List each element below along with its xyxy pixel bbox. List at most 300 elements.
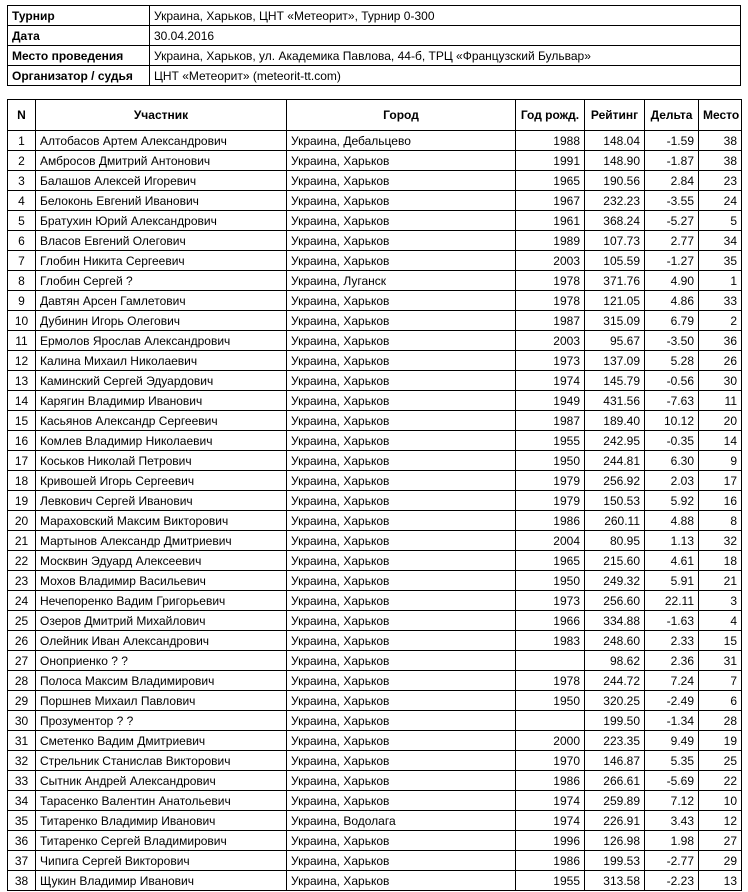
cell-participant: Коськов Николай Петрович [36,451,287,471]
cell-participant: Мартынов Александр Дмитриевич [36,531,287,551]
cell-place: 8 [699,511,742,531]
cell-place: 35 [699,251,742,271]
cell-place: 15 [699,631,742,651]
table-row [8,131,742,151]
cell-participant: Поршнев Михаил Павлович [36,691,287,711]
info-row [8,6,741,26]
table-row [8,451,742,471]
cell-place: 7 [699,671,742,691]
cell-rating: 80.95 [585,531,645,551]
cell-rating: 145.79 [585,371,645,391]
cell-participant: Мохов Владимир Васильевич [36,571,287,591]
cell-city: Украина, Харьков [287,291,516,311]
cell-city: Украина, Харьков [287,231,516,251]
header-place: Место [699,100,742,131]
cell-number: 29 [8,691,36,711]
table-row [8,611,742,631]
table-row [8,691,742,711]
cell-delta: -3.50 [645,331,699,351]
cell-delta: -2.49 [645,691,699,711]
cell-rating: 95.67 [585,331,645,351]
cell-birth-year: 1978 [516,671,585,691]
table-row [8,511,742,531]
table-row [8,291,742,311]
cell-delta: -1.34 [645,711,699,731]
cell-number: 6 [8,231,36,251]
table-row [8,651,742,671]
cell-delta: -1.63 [645,611,699,631]
cell-city: Украина, Водолага [287,811,516,831]
cell-number: 7 [8,251,36,271]
cell-participant: Стрельник Станислав Викторович [36,751,287,771]
cell-rating: 107.73 [585,231,645,251]
cell-participant: Прозументор ? ? [36,711,287,731]
cell-place: 21 [699,571,742,591]
cell-birth-year: 2000 [516,731,585,751]
cell-place: 2 [699,311,742,331]
cell-number: 38 [8,871,36,891]
cell-city: Украина, Харьков [287,671,516,691]
cell-number: 35 [8,811,36,831]
cell-number: 18 [8,471,36,491]
cell-rating: 334.88 [585,611,645,631]
cell-delta: -5.69 [645,771,699,791]
header-rating: Рейтинг [585,100,645,131]
cell-number: 21 [8,531,36,551]
table-row [8,371,742,391]
cell-rating: 248.60 [585,631,645,651]
table-row [8,191,742,211]
cell-city: Украина, Харьков [287,251,516,271]
cell-birth-year: 1949 [516,391,585,411]
cell-delta: 6.79 [645,311,699,331]
cell-rating: 98.62 [585,651,645,671]
cell-birth-year: 2003 [516,331,585,351]
cell-city: Украина, Харьков [287,151,516,171]
cell-number: 37 [8,851,36,871]
cell-number: 24 [8,591,36,611]
cell-birth-year: 1986 [516,851,585,871]
info-label: Организатор / судья [8,66,150,86]
cell-rating: 232.23 [585,191,645,211]
cell-birth-year: 1950 [516,451,585,471]
cell-place: 17 [699,471,742,491]
cell-place: 18 [699,551,742,571]
cell-birth-year: 1988 [516,131,585,151]
cell-city: Украина, Харьков [287,451,516,471]
cell-place: 9 [699,451,742,471]
info-value: ЦНТ «Метеорит» (meteorit-tt.com) [150,66,741,86]
cell-number: 26 [8,631,36,651]
cell-rating: 126.98 [585,831,645,851]
cell-rating: 199.53 [585,851,645,871]
table-row [8,851,742,871]
cell-birth-year: 1955 [516,871,585,891]
cell-number: 13 [8,371,36,391]
cell-rating: 223.35 [585,731,645,751]
cell-place: 19 [699,731,742,751]
cell-number: 30 [8,711,36,731]
cell-number: 33 [8,771,36,791]
cell-city: Украина, Харьков [287,611,516,631]
cell-birth-year [516,651,585,671]
cell-participant: Калина Михаил Николаевич [36,351,287,371]
cell-participant: Касьянов Александр Сергеевич [36,411,287,431]
cell-rating: 146.87 [585,751,645,771]
results-table [7,99,742,891]
cell-rating: 215.60 [585,551,645,571]
cell-participant: Балашов Алексей Игоревич [36,171,287,191]
cell-participant: Олейник Иван Александрович [36,631,287,651]
cell-city: Украина, Дебальцево [287,131,516,151]
cell-participant: Мараховский Максим Викторович [36,511,287,531]
cell-place: 36 [699,331,742,351]
cell-birth-year: 1961 [516,211,585,231]
cell-city: Украина, Харьков [287,851,516,871]
cell-participant: Дубинин Игорь Олегович [36,311,287,331]
table-row [8,251,742,271]
cell-rating: 199.50 [585,711,645,731]
info-row [8,46,741,66]
table-row [8,631,742,651]
header-city: Город [287,100,516,131]
cell-number: 9 [8,291,36,311]
cell-city: Украина, Харьков [287,551,516,571]
cell-delta: 2.84 [645,171,699,191]
cell-city: Украина, Харьков [287,871,516,891]
cell-participant: Каминский Сергей Эдуардович [36,371,287,391]
cell-delta: -0.56 [645,371,699,391]
cell-delta: 7.12 [645,791,699,811]
cell-delta: 22.11 [645,591,699,611]
cell-rating: 105.59 [585,251,645,271]
cell-birth-year: 2004 [516,531,585,551]
cell-delta: -5.27 [645,211,699,231]
cell-city: Украина, Харьков [287,571,516,591]
cell-city: Украина, Луганск [287,271,516,291]
cell-city: Украина, Харьков [287,491,516,511]
cell-delta: 5.35 [645,751,699,771]
cell-rating: 259.89 [585,791,645,811]
cell-place: 33 [699,291,742,311]
cell-delta: 2.36 [645,651,699,671]
cell-city: Украина, Харьков [287,591,516,611]
cell-delta: 5.28 [645,351,699,371]
cell-place: 12 [699,811,742,831]
cell-place: 29 [699,851,742,871]
cell-city: Украина, Харьков [287,171,516,191]
cell-participant: Москвин Эдуард Алексеевич [36,551,287,571]
cell-rating: 226.91 [585,811,645,831]
cell-delta: 2.03 [645,471,699,491]
table-row [8,151,742,171]
cell-birth-year: 1973 [516,351,585,371]
cell-place: 26 [699,351,742,371]
tournament-info-table [7,5,741,86]
cell-birth-year: 1989 [516,231,585,251]
cell-delta: -1.59 [645,131,699,151]
cell-place: 34 [699,231,742,251]
cell-number: 23 [8,571,36,591]
cell-number: 28 [8,671,36,691]
cell-city: Украина, Харьков [287,431,516,451]
cell-delta: -2.23 [645,871,699,891]
cell-birth-year: 1966 [516,611,585,631]
table-row [8,671,742,691]
cell-delta: 5.91 [645,571,699,591]
cell-rating: 256.60 [585,591,645,611]
cell-city: Украина, Харьков [287,331,516,351]
table-row [8,871,742,891]
cell-number: 36 [8,831,36,851]
cell-number: 1 [8,131,36,151]
cell-participant: Титаренко Сергей Владимирович [36,831,287,851]
info-label: Турнир [8,6,150,26]
cell-city: Украина, Харьков [287,191,516,211]
cell-participant: Глобин Сергей ? [36,271,287,291]
header-delta: Дельта [645,100,699,131]
cell-birth-year: 1979 [516,491,585,511]
cell-number: 14 [8,391,36,411]
cell-city: Украина, Харьков [287,771,516,791]
cell-number: 19 [8,491,36,511]
cell-rating: 315.09 [585,311,645,331]
cell-participant: Сытник Андрей Александрович [36,771,287,791]
info-label: Место проведения [8,46,150,66]
cell-city: Украина, Харьков [287,371,516,391]
cell-participant: Щукин Владимир Иванович [36,871,287,891]
table-row [8,351,742,371]
table-row [8,211,742,231]
cell-birth-year: 1965 [516,171,585,191]
info-value: Украина, Харьков, ЦНТ «Метеорит», Турнир 0-300 [150,6,741,26]
cell-delta: 1.13 [645,531,699,551]
info-row [8,66,741,86]
cell-participant: Глобин Никита Сергеевич [36,251,287,271]
cell-number: 22 [8,551,36,571]
cell-rating: 148.90 [585,151,645,171]
cell-number: 16 [8,431,36,451]
cell-city: Украина, Харьков [287,391,516,411]
table-row [8,551,742,571]
cell-participant: Братухин Юрий Александрович [36,211,287,231]
cell-delta: 5.92 [645,491,699,511]
cell-participant: Давтян Арсен Гамлетович [36,291,287,311]
cell-participant: Кривошей Игорь Сергеевич [36,471,287,491]
cell-number: 27 [8,651,36,671]
cell-birth-year: 1950 [516,691,585,711]
cell-rating: 242.95 [585,431,645,451]
cell-city: Украина, Харьков [287,751,516,771]
cell-birth-year: 1967 [516,191,585,211]
cell-delta: -0.35 [645,431,699,451]
cell-number: 20 [8,511,36,531]
cell-place: 3 [699,591,742,611]
cell-birth-year: 1955 [516,431,585,451]
cell-rating: 320.25 [585,691,645,711]
cell-city: Украина, Харьков [287,651,516,671]
cell-rating: 368.24 [585,211,645,231]
cell-place: 10 [699,791,742,811]
table-row [8,731,742,751]
table-row [8,831,742,851]
table-row [8,271,742,291]
cell-rating: 244.81 [585,451,645,471]
cell-delta: -2.77 [645,851,699,871]
cell-number: 15 [8,411,36,431]
table-row [8,791,742,811]
cell-delta: 9.49 [645,731,699,751]
cell-place: 1 [699,271,742,291]
cell-city: Украина, Харьков [287,631,516,651]
cell-rating: 244.72 [585,671,645,691]
cell-birth-year: 1987 [516,311,585,331]
cell-participant: Карягин Владимир Иванович [36,391,287,411]
table-row [8,331,742,351]
cell-rating: 148.04 [585,131,645,151]
cell-delta: 7.24 [645,671,699,691]
cell-rating: 260.11 [585,511,645,531]
cell-place: 32 [699,531,742,551]
results-header-row [8,100,742,131]
cell-participant: Комлев Владимир Николаевич [36,431,287,451]
cell-place: 11 [699,391,742,411]
table-row [8,491,742,511]
cell-place: 30 [699,371,742,391]
cell-participant: Нечепоренко Вадим Григорьевич [36,591,287,611]
cell-birth-year: 1974 [516,371,585,391]
cell-delta: -1.87 [645,151,699,171]
cell-place: 5 [699,211,742,231]
cell-number: 8 [8,271,36,291]
cell-place: 20 [699,411,742,431]
cell-birth-year: 1986 [516,511,585,531]
cell-participant: Левкович Сергей Иванович [36,491,287,511]
cell-participant: Оноприенко ? ? [36,651,287,671]
cell-number: 5 [8,211,36,231]
cell-delta: 3.43 [645,811,699,831]
cell-place: 4 [699,611,742,631]
table-row [8,811,742,831]
cell-number: 12 [8,351,36,371]
cell-place: 28 [699,711,742,731]
cell-place: 38 [699,151,742,171]
cell-number: 2 [8,151,36,171]
cell-birth-year: 1970 [516,751,585,771]
cell-city: Украина, Харьков [287,531,516,551]
cell-number: 10 [8,311,36,331]
cell-delta: 6.30 [645,451,699,471]
cell-number: 31 [8,731,36,751]
cell-place: 16 [699,491,742,511]
cell-delta: 4.86 [645,291,699,311]
cell-place: 27 [699,831,742,851]
cell-number: 3 [8,171,36,191]
cell-rating: 371.76 [585,271,645,291]
cell-birth-year: 1983 [516,631,585,651]
table-row [8,311,742,331]
info-value: 30.04.2016 [150,26,741,46]
cell-rating: 121.05 [585,291,645,311]
cell-participant: Тарасенко Валентин Анатольевич [36,791,287,811]
cell-participant: Алтобасов Артем Александрович [36,131,287,151]
cell-participant: Власов Евгений Олегович [36,231,287,251]
cell-birth-year: 1974 [516,811,585,831]
cell-birth-year: 1996 [516,831,585,851]
cell-participant: Амбросов Дмитрий Антонович [36,151,287,171]
cell-place: 6 [699,691,742,711]
cell-participant: Ермолов Ярослав Александрович [36,331,287,351]
cell-birth-year: 1973 [516,591,585,611]
cell-city: Украина, Харьков [287,511,516,531]
cell-number: 11 [8,331,36,351]
cell-rating: 189.40 [585,411,645,431]
cell-city: Украина, Харьков [287,791,516,811]
cell-city: Украина, Харьков [287,311,516,331]
cell-city: Украина, Харьков [287,211,516,231]
table-row [8,411,742,431]
cell-rating: 190.56 [585,171,645,191]
cell-rating: 150.53 [585,491,645,511]
header-number: N [8,100,36,131]
cell-delta: -3.55 [645,191,699,211]
cell-place: 23 [699,171,742,191]
cell-birth-year: 1978 [516,271,585,291]
cell-place: 38 [699,131,742,151]
cell-rating: 431.56 [585,391,645,411]
table-row [8,751,742,771]
cell-participant: Озеров Дмитрий Михайлович [36,611,287,631]
cell-birth-year: 1987 [516,411,585,431]
cell-city: Украина, Харьков [287,691,516,711]
cell-participant: Полоса Максим Владимирович [36,671,287,691]
cell-delta: 4.88 [645,511,699,531]
table-row [8,471,742,491]
cell-number: 25 [8,611,36,631]
cell-birth-year: 1978 [516,291,585,311]
cell-rating: 249.32 [585,571,645,591]
cell-number: 4 [8,191,36,211]
info-value: Украина, Харьков, ул. Академика Павлова, 44-б, ТРЦ «Французский Бульвар» [150,46,741,66]
cell-delta: 4.61 [645,551,699,571]
cell-city: Украина, Харьков [287,411,516,431]
cell-delta: 2.77 [645,231,699,251]
cell-number: 34 [8,791,36,811]
info-row [8,26,741,46]
cell-birth-year: 1950 [516,571,585,591]
info-label: Дата [8,26,150,46]
cell-place: 14 [699,431,742,451]
cell-birth-year: 1974 [516,791,585,811]
cell-number: 32 [8,751,36,771]
cell-birth-year: 1991 [516,151,585,171]
cell-city: Украина, Харьков [287,831,516,851]
table-row [8,711,742,731]
cell-city: Украина, Харьков [287,351,516,371]
table-row [8,571,742,591]
cell-participant: Титаренко Владимир Иванович [36,811,287,831]
cell-delta: 2.33 [645,631,699,651]
cell-delta: -7.63 [645,391,699,411]
cell-place: 31 [699,651,742,671]
table-row [8,591,742,611]
cell-city: Украина, Харьков [287,731,516,751]
cell-place: 24 [699,191,742,211]
cell-birth-year: 1986 [516,771,585,791]
cell-delta: 1.98 [645,831,699,851]
cell-birth-year: 1965 [516,551,585,571]
table-row [8,771,742,791]
